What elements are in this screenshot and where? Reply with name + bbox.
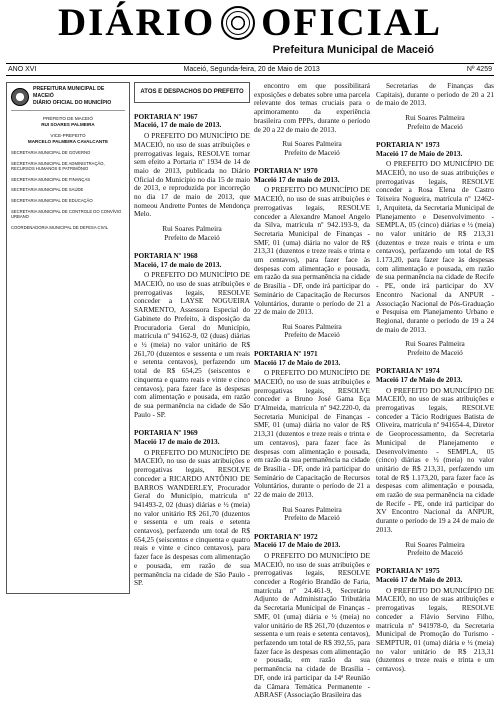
portaria-body: O PREFEITO DO MUNICÍPIO DE MACEIÓ, no uso de suas atribuições e prerrogativas legais, RESOLVE conceder a Bruno José Gama Eça D'Almeida, matrícula nº 942.220-0, da Secretaria Municipal de Finanças - SMF, 01 (uma) diária no valor de R$ 213,31 (duzentos e treze reais e trinta e um centavos), para fazer face às despesas com alimentação e pousada, em razão da sua permanência na cidade de Brasília - DF, onde irá participar do Seminário de Capacitação de Recursos Voluntários, durante o período de 21 a 22 de maio de 2013.	[254, 368, 370, 500]
sidebar-directory	[6, 82, 130, 594]
sidebar-entry	[11, 225, 125, 231]
column-2-portarias	[254, 167, 370, 710]
portaria-block	[376, 567, 494, 683]
sidebar-org-line1: PREFEITURA MUNICIPAL DE MACEIÓ	[33, 86, 105, 99]
column-1	[134, 82, 250, 594]
edition-number: Nº 4259	[466, 66, 492, 73]
sidebar-entry	[11, 177, 125, 183]
masthead	[6, 1, 494, 62]
portaria-heading: PORTARIA Nº 1973	[376, 139, 440, 149]
signer-name: Rui Soares Palmeira	[162, 224, 222, 234]
portaria-date: Maceió 17 de Maio de 2013.	[376, 148, 463, 158]
edition-bar	[6, 63, 494, 76]
portaria-signature	[134, 225, 250, 242]
portaria-heading: PORTARIA Nº 1975	[376, 566, 440, 576]
sidebar-entry-title: SECRETARIA MUNICIPAL DE GOVERNO	[11, 150, 91, 155]
sidebar-entry	[11, 150, 125, 156]
portaria-block	[134, 252, 250, 429]
portaria-body: O PREFEITO DO MUNICÍPIO DE MACEIÓ, no uso de suas atribuições e prerrogativas legais, RESOLVE conceder a Flávio Servino Filho, matrícula nº 941978-0, da Secretaria Municipal de Promoção do Turismo - SEMPTUR, 01 (uma) diária e ½ (meia) no valor unitário de R$ 213,31 (duzentos e treze reais e trinta e um centavos).	[376, 585, 494, 674]
portaria-block	[134, 429, 250, 598]
sidebar-entry-title: SECRETARIA MUNICIPAL DE SAÚDE	[11, 187, 84, 193]
portaria-spacer	[134, 588, 250, 598]
mayor-title: PREFEITO DE MACEIÓ	[43, 116, 93, 121]
signer-name: Rui Soares Palmeira	[282, 321, 342, 331]
sidebar-org-line2: DIÁRIO OFICIAL DO MUNICÍPIO	[33, 100, 112, 106]
sidebar-entry	[11, 209, 125, 220]
portaria-heading: PORTARIA Nº 1974	[376, 366, 440, 376]
portaria-signature	[254, 323, 370, 340]
portaria-signature	[376, 340, 494, 357]
vice-name: MARCELO PALMEIRA CAVALCANTE	[27, 139, 109, 144]
signer-name: Rui Soares Palmeira	[405, 539, 465, 549]
portaria-date: Maceió 17 de Maio de 2013.	[254, 357, 341, 367]
sidebar-entries	[11, 150, 125, 230]
portaria-date: Maceió, 17 de maio de 2013.	[134, 259, 222, 269]
column-2-lead-signature	[254, 140, 370, 157]
vice-title: VICE-PREFEITO	[50, 133, 86, 138]
portaria-body: O PREFEITO DO MUNICÍPIO DE MACEIÓ, no uso de suas atribuições e prerrogativas legais, RESOLVE conceder a RICARDO ANTÔNIO DE BARROS WANDERLEY, Procurador Geral do Município, matrícula nº 941493-2, 02 (duas) diárias e ½ (meia) no valor unitário R$ 261,70 (duzentos e sessenta e um reais e setenta centavos), perfazendo um total de R$ 654,25 (seiscentos e cinquenta e quatro reais e vinte e cinco centavos), para fazer face às despesas com alimentação e pousada, em razão de sua permanência na cidade de São Paulo - SP.	[134, 447, 250, 588]
signer-title: Prefeito de Maceió	[407, 121, 463, 131]
municipal-seal-icon	[11, 88, 29, 106]
sidebar-entry-title: SECRETARIA MUNICIPAL DE CONTROLE DO CONVÍVIO URBANO	[11, 208, 122, 220]
portaria-block	[254, 350, 370, 523]
sidebar-mayor	[11, 116, 125, 128]
signer-title: Prefeito de Maceió	[284, 513, 340, 523]
portaria-date: Maceió 17 de Maio de 2013.	[376, 374, 463, 384]
signer-title: Prefeito de Maceió	[164, 232, 220, 242]
sidebar-vice-mayor	[11, 133, 125, 145]
column-3-lead-signature	[376, 114, 494, 131]
portaria-body: O PREFEITO DO MUNICÍPIO DE MACEIÓ, no uso de suas atribuições e prerrogativas legais, RESOLVE conceder a LAYSE NOGUEIRA SARMENTO, Assessora Especial do Gabinete do Prefeito, à disposição da Procuradoria Geral do Município, matrícula nº 94162-9, 02 (duas) diárias e ½ (meia) no valor unitário de R$ 261,70 (duzentos e sessenta e um reais e setenta centavos), perfazendo um total de R$ 654,25 (seiscentos e cinquenta e quatro reais e vinte e cinco centavos), para fazer face às despesas com alimentação e pousada, em razão de sua permanência na cidade de São Paulo - SP.	[134, 270, 250, 419]
portaria-heading: PORTARIA Nº 1968	[134, 250, 198, 260]
masthead-word-right: OFICIAL	[261, 1, 443, 44]
column-1-portarias	[134, 113, 250, 598]
edition-date: Maceió, Segunda-feira, 20 de Maio de 2013	[183, 66, 320, 73]
sidebar-entry-title: SECRETARIA MUNICIPAL DE FINANÇAS	[11, 176, 91, 182]
portaria-date: Maceió 17 de Maio de 2013.	[254, 540, 341, 550]
coat-of-arms-icon	[221, 6, 255, 40]
portaria-body: O PREFEITO DO MUNICÍPIO DE MACEIÓ, no uso de suas atribuições e prerrogativas legais, RESOLVE tornar sem efeito a Portaria nº 1934 de 14 de maio de 2013, publicada no Diário Oficial do Município no dia 15 de maio de 2013, e reproduzida por incorreção no dia 17 de maio de 2013, que nomeou Andrette Pontes de Mendonça Melo.	[134, 131, 250, 219]
column-3	[376, 81, 494, 674]
portaria-date: Maceió 17 de maio de 2013.	[134, 437, 220, 447]
signer-title: Prefeito de Maceió	[284, 147, 340, 157]
column-2	[254, 81, 370, 700]
mayor-name: RUI SOARES PALMEIRA	[41, 122, 95, 127]
sidebar-entry-title: SECRETARIA MUNICIPAL DE ADMINISTRAÇÃO, RECURSOS HUMANOS E PATRIMÔNIO	[11, 160, 105, 172]
column-3-lead: Secretarias de Finanças das Capitais), durante o período de 20 a 21 de maio de 2013.	[376, 81, 494, 108]
portaria-heading: PORTARIA Nº 1969	[134, 428, 198, 438]
sidebar-entry-title: SECRETARIA MUNICIPAL DE EDUCAÇÃO	[11, 197, 93, 203]
masthead-title	[6, 1, 494, 44]
sidebar-entry-title: COORDENADORIA MUNICIPAL DE DEFESA CIVIL	[11, 224, 109, 230]
edition-year: ANO XVI	[8, 66, 37, 73]
portaria-date: Maceió, 17 de maio de 2013.	[134, 120, 222, 130]
sidebar-entry	[11, 161, 125, 172]
masthead-word-left: DIÁRIO	[57, 1, 216, 44]
portaria-body: O PREFEITO DO MUNICÍPIO DE MACEIÓ, no uso de suas atribuições e prerrogativas legais, RESOLVE conceder a Alexandre Manoel Angelo da Silva, matrícula nº 942.193-9, da Secretaria Municipal de Finanças - SMF, 01 (uma) diária no valor de R$ 213,31 (duzentos e treze reais e trinta e um centavos), para fazer face às despesas com alimentação e pousada, em razão da sua permanência na cidade de Brasília - DF, onde irá participar do Seminário de Capacitação de Recursos Voluntários, durante o período de 21 a 22 de maio de 2013.	[254, 185, 370, 317]
signer-title: Prefeito de Maceió	[284, 330, 340, 340]
portaria-block	[254, 533, 370, 710]
portaria-heading: PORTARIA Nº 1972	[254, 531, 318, 541]
portaria-signature	[376, 541, 494, 558]
portaria-heading: PORTARIA Nº 1971	[254, 348, 318, 358]
portaria-heading: PORTARIA Nº 1967	[134, 111, 198, 121]
portaria-block	[134, 113, 250, 242]
portaria-body: O PREFEITO DO MUNICÍPIO DE MACEIÓ, no uso de suas atribuições e prerrogativas legais, RESOLVE conceder a Tácio Rodrigues Batista de Oliveira, matrícula nº 941654-4, Diretor de Geoprocessamento, da Secretaria Municipal de Planejamento e Desenvolvimento - SEMPLA, 05 (cinco) diárias e ½ (meia) no valor unitário de R$ 213,31, perfazendo um total de R$ 1.173,20, para fazer face às despesas com alimentação e pousada, em razão de sua permanência na cidade de Recife - PE, onde irá participar do XV Encontro Nacional da ANPUR, durante o período de 19 a 24 de maio de 2013.	[376, 385, 494, 534]
signer-name: Rui Soares Palmeira	[405, 339, 465, 349]
portaria-block	[254, 167, 370, 340]
signer-name: Rui Soares Palmeira	[282, 139, 342, 149]
masthead-subtitle: Prefeitura Municipal de Maceió	[272, 44, 434, 56]
portaria-signature	[254, 506, 370, 523]
section-title: ATOS E DESPACHOS DO PREFEITO	[134, 82, 250, 103]
sidebar-header	[11, 86, 125, 111]
sidebar-entry	[11, 198, 125, 204]
signer-title: Prefeito de Maceió	[407, 547, 463, 557]
portaria-block	[376, 141, 494, 357]
portaria-date: Maceió 17 de maio de 2013.	[254, 174, 340, 184]
signer-name: Rui Soares Palmeira	[405, 113, 465, 123]
portaria-date: Maceió 17 de Maio de 2013.	[376, 575, 463, 585]
sidebar-org	[33, 86, 125, 107]
portaria-heading: PORTARIA Nº 1970	[254, 166, 318, 176]
signer-title: Prefeito de Maceió	[407, 347, 463, 357]
portaria-spacer	[376, 674, 494, 684]
portaria-body: O PREFEITO DO MUNICÍPIO DE MACEIÓ, no uso de suas atribuições e prerrogativas legais, RESOLVE conceder a Rogério Brandão de Faria, matrícula nº 24.461-9, Secretário Adjunto de Administração Tributária da Secretaria Municipal de Finanças - SMF, 01 (uma) diária e ½ (meia) no valor unitário de R$ 261,70 (duzentos e sessenta e um reais e setenta centavos), perfazendo um total de R$ 392,55, para fazer face às despesas com alimentação e pousada, em razão da sua permanência na cidade de Brasília - DF, onde irá participar da 14ª Reunião da Câmara Temática Permanente - ABRASF (Associação Brasileira das	[254, 550, 370, 700]
portaria-block	[376, 367, 494, 557]
column-3-portarias	[376, 141, 494, 684]
signer-name: Rui Soares Palmeira	[282, 504, 342, 514]
portaria-spacer	[254, 700, 370, 710]
sidebar-entry	[11, 187, 125, 193]
column-2-lead: encontro em que possibilitará exposições e debates sobre uma parcela relevante dos temas cruciais para o aprimoramento da experiência brasileira com PPPs, durante o período de 20 a 22 de maio de 2013.	[254, 81, 370, 134]
portaria-body: O PREFEITO DO MUNICÍPIO DE MACEIÓ, no uso de suas atribuições e prerrogativas legais, RESOLVE conceder a Rosa Elena de Castro Teixeira Nogueira, matrícula nº 12462-1, Arquiteta, da Secretaria Municipal de Planejamento e Desenvolvimento - SEMPLA, 05 (cinco) diárias e ½ (meia) no valor unitário de R$ 213,31 (duzentos e treze reais e trinta e um centavos), perfazendo um total de R$ 1.173,20, para fazer face às despesas com alimentação e pousada, em razão de sua permanência na cidade de Recife - PE, onde irá participar do XV Encontro Nacional da ANPUR - Associação Nacional de Pós-Graduação e Pesquisa em Planejamento Urbano e Regional, durante o período de 19 a 24 de maio de 2013.	[376, 159, 494, 334]
